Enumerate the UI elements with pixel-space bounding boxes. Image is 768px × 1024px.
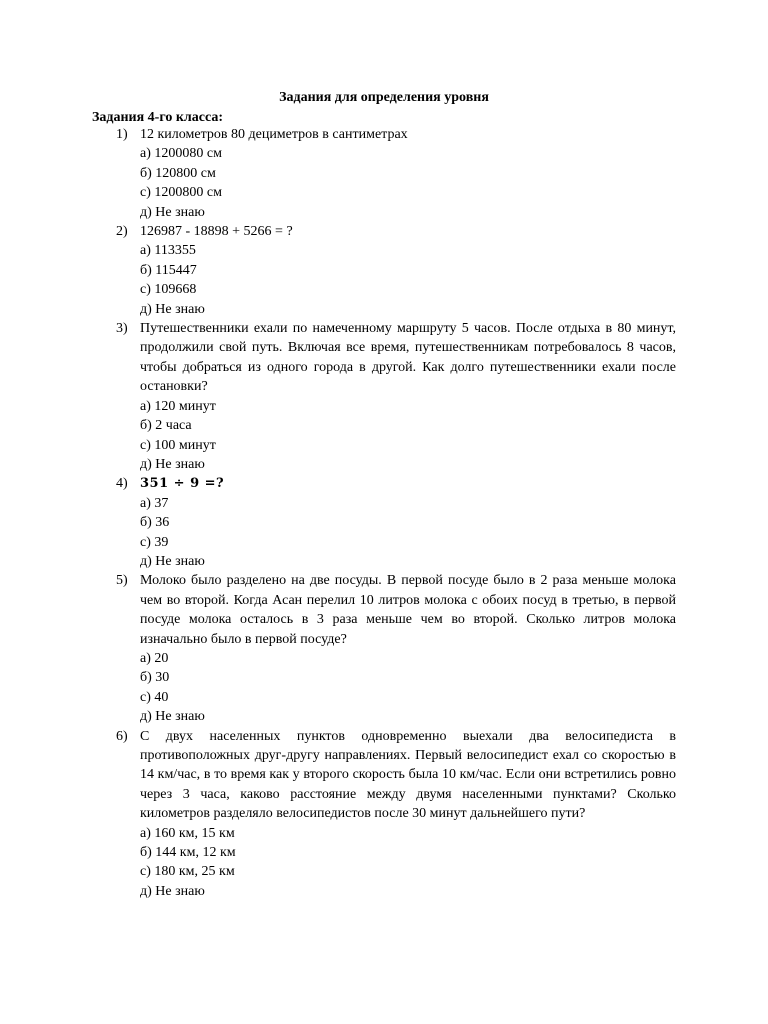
question-5 bbox=[92, 571, 676, 726]
answer-option: с) 100 минут bbox=[140, 437, 216, 453]
answer-option: б) 144 км, 12 км bbox=[140, 845, 236, 861]
question-1 bbox=[92, 125, 676, 222]
question-3 bbox=[92, 319, 676, 474]
question-number: 3) bbox=[116, 321, 128, 337]
question-text: 12 километров 80 дециметров в сантиметрах bbox=[140, 127, 408, 142]
answer-option: б) 30 bbox=[140, 670, 170, 686]
answer-option: б) 115447 bbox=[140, 262, 197, 278]
question-4 bbox=[92, 474, 676, 571]
answer-option: с) 180 км, 25 км bbox=[140, 864, 235, 880]
question-2 bbox=[92, 222, 676, 319]
answer-option: д) Не знаю bbox=[140, 456, 205, 472]
answer-option: а) 37 bbox=[140, 495, 169, 511]
answer-option: с) 1200800 см bbox=[140, 185, 222, 201]
question-text: 126987 - 18898 + 5266 = ? bbox=[140, 224, 293, 240]
question-number: 2) bbox=[116, 224, 128, 240]
answer-option: а) 160 км, 15 км bbox=[140, 825, 235, 841]
answer-options bbox=[140, 649, 676, 727]
answer-option: б) 36 bbox=[140, 515, 170, 531]
answer-options bbox=[140, 824, 676, 902]
answer-option: с) 109668 bbox=[140, 282, 197, 298]
section-heading: Задания 4-го класса: bbox=[92, 110, 224, 125]
answer-option: а) 1200080 см bbox=[140, 146, 222, 162]
answer-options bbox=[140, 241, 676, 319]
answer-option: д) Не знаю bbox=[140, 204, 205, 220]
answer-option: б) 2 часа bbox=[140, 418, 192, 434]
answer-option: с) 39 bbox=[140, 534, 169, 550]
question-number: 5) bbox=[116, 573, 128, 589]
document-title: Задания для определения уровня bbox=[279, 90, 489, 105]
answer-option: а) 120 минут bbox=[140, 398, 216, 414]
answer-option: д) Не знаю bbox=[140, 709, 205, 725]
question-number: 1) bbox=[116, 127, 128, 142]
answer-option: б) 120800 см bbox=[140, 165, 216, 181]
answer-options bbox=[140, 494, 676, 572]
answer-option: с) 40 bbox=[140, 689, 169, 705]
question-text: 351 ÷ 9 =? bbox=[140, 476, 225, 492]
question-text: С двух населенных пунктов одновременно выехали два велосипедиста в противоположных друг-другу направлениях. Первый велосипедист ехал со скоростью в 14 км/час, в то время как у второго скорость была 10 км/час. Если они встретились ровно через 3 часа, каково расстояние между двумя населенными пунктами? Сколько километров разделяло велосипедистов после 30 минут дальнейшего пути? bbox=[140, 728, 676, 822]
answer-option: д) Не знаю bbox=[140, 883, 205, 899]
answer-option: а) 113355 bbox=[140, 243, 196, 259]
answer-options bbox=[140, 397, 676, 475]
question-list bbox=[92, 125, 676, 901]
question-text: Молоко было разделено на две посуды. В первой посуде было в 2 раза меньше молока чем во второй. Когда Асан перелил 10 литров молока с обоих посуд в третью, в первой посуде молока осталось в 3 раза меньше чем во второй. Сколько литров молока изначально было в первой посуде? bbox=[140, 573, 676, 647]
answer-options bbox=[140, 144, 676, 222]
answer-option: д) Не знаю bbox=[140, 553, 205, 569]
question-text: Путешественники ехали по намеченному маршруту 5 часов. После отдыха в 80 минут, продолжили свой путь. Включая все время, путешественникам потребовалось 8 часов, чтобы добраться из одного города в другой. Как долго путешественники ехали после остановки? bbox=[140, 321, 676, 395]
question-6 bbox=[92, 727, 676, 902]
answer-option: а) 20 bbox=[140, 650, 169, 666]
question-number: 4) bbox=[116, 476, 128, 492]
answer-option: д) Не знаю bbox=[140, 301, 205, 317]
question-number: 6) bbox=[116, 728, 128, 744]
